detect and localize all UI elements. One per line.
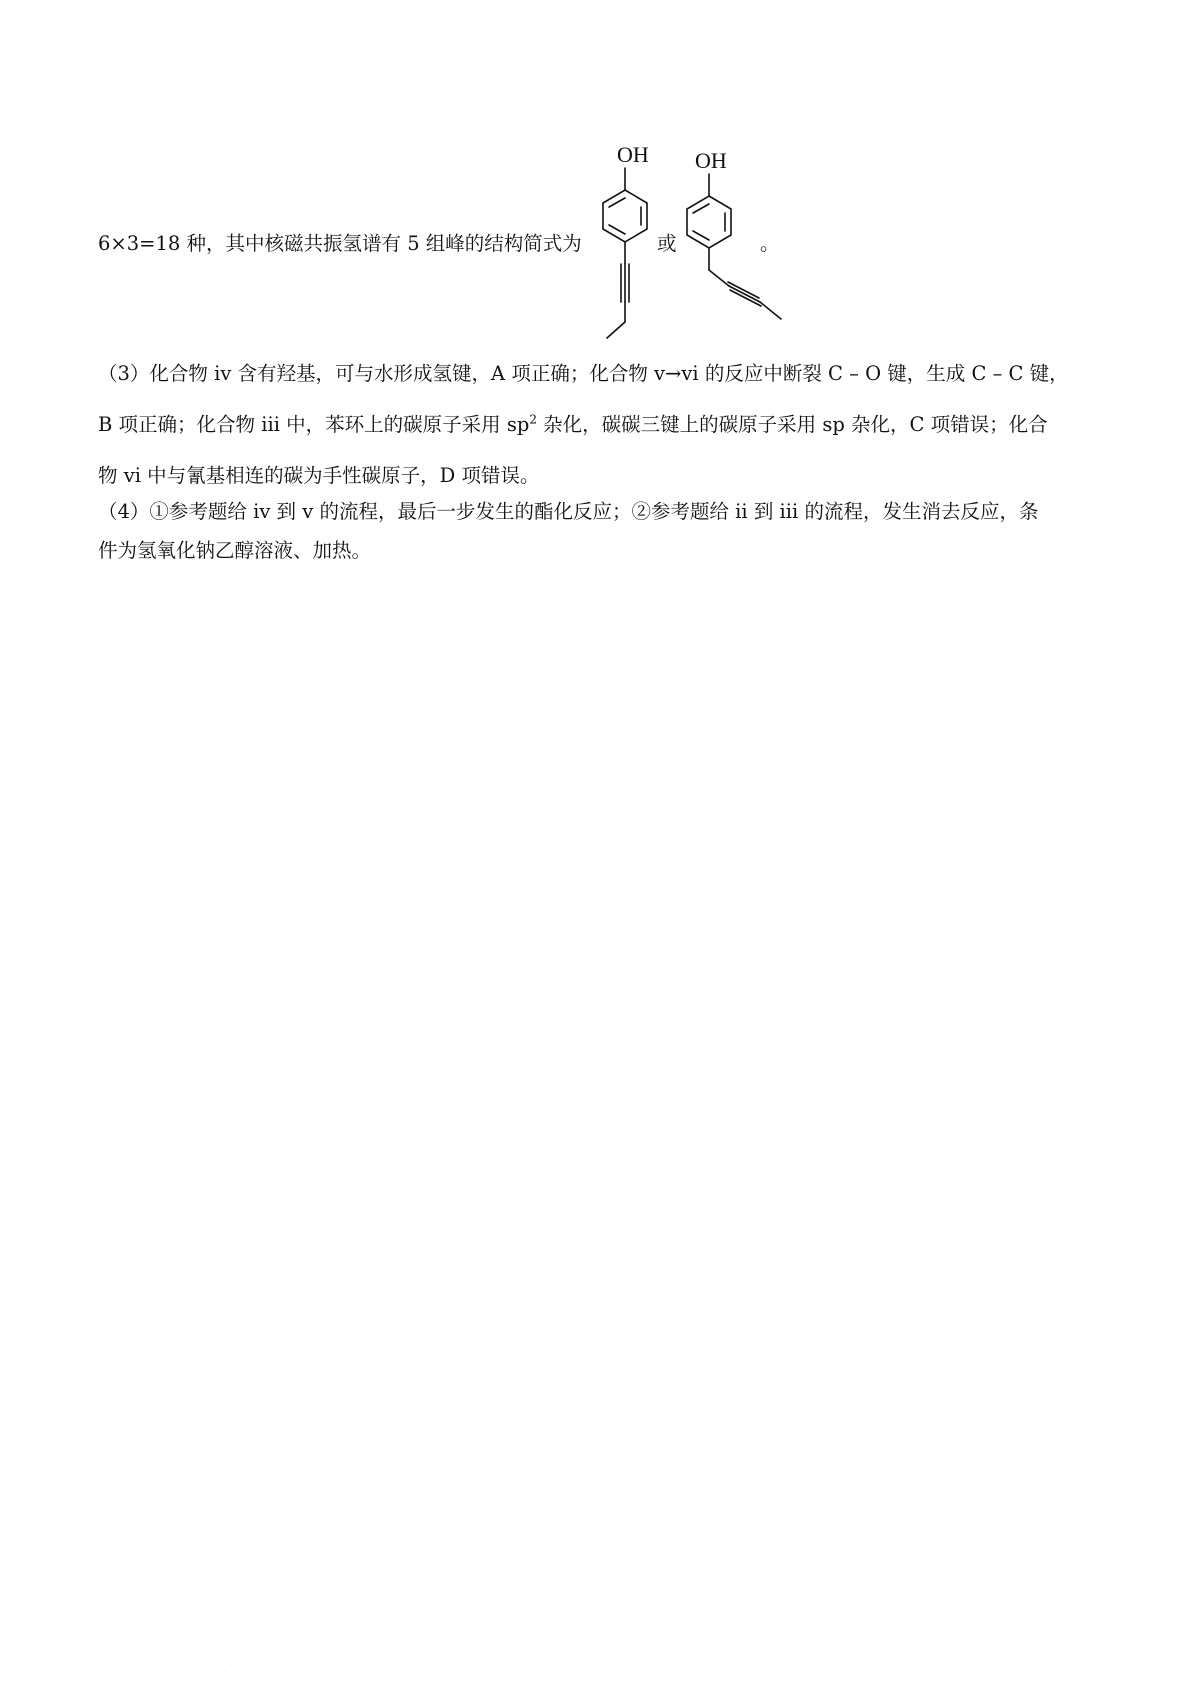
superscript-2: 2 bbox=[529, 412, 537, 427]
answer-text: 6×3=18 种，其中核磁共振氢谱有 5 组峰的结构简式为 bbox=[98, 232, 582, 255]
para3-line1: （3）化合物 iv 含有羟基，可与水形成氢键，A 项正确；化合物 v→vi 的反应中断裂 C – O 键，生成 C – C 键， bbox=[98, 362, 1069, 385]
connector-or: 或 bbox=[657, 232, 677, 255]
line-end-period: 。 bbox=[760, 232, 780, 255]
para3-line2 bbox=[98, 412, 1048, 436]
structure-a-oh-label: OH bbox=[617, 142, 649, 167]
footer-marks: · · · · bbox=[224, 1668, 256, 1677]
structure-a bbox=[585, 138, 665, 346]
para3-line2-pre: B 项正确；化合物 iii 中，苯环上的碳原子采用 sp bbox=[98, 413, 530, 436]
para4-line2: 件为氢氧化钠乙醇溶液、加热。 bbox=[98, 539, 372, 562]
structure-a-svg bbox=[585, 138, 665, 346]
para4-line1: （4）①参考题给 iv 到 v 的流程，最后一步发生的酯化反应；②参考题给 ii 到 iii 的流程，发生消去反应，条 bbox=[98, 500, 1039, 523]
para3-line3: 物 vi 中与氰基相连的碳为手性碳原子，D 项错误。 bbox=[98, 464, 540, 487]
para3-line2-post: 杂化，碳碳三键上的碳原子采用 sp 杂化，C 项错误；化合 bbox=[536, 413, 1048, 436]
answer-line-1 bbox=[98, 234, 582, 254]
structure-b-oh-label: OH bbox=[695, 148, 727, 173]
